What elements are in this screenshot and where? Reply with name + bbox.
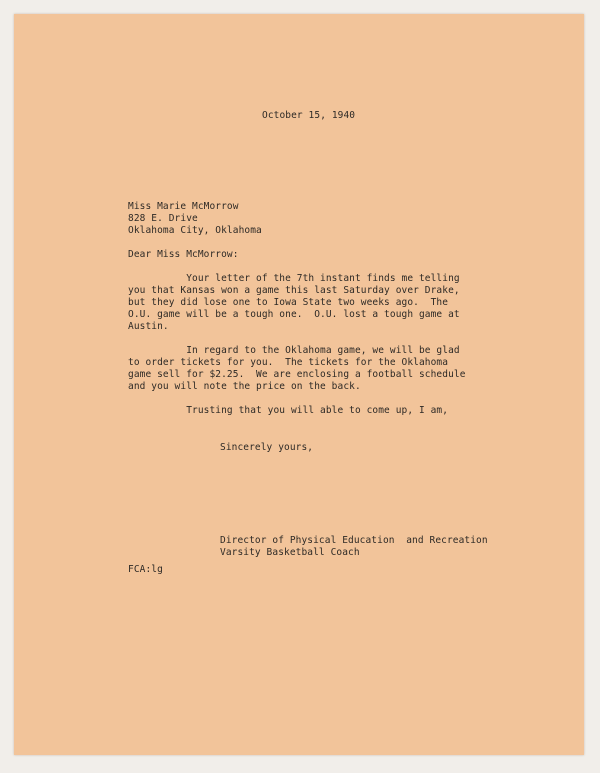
- paragraph-1-line-1: Your letter of the 7th instant finds me telling: [128, 273, 460, 284]
- paragraph-2-line-3: game sell for $2.25. We are enclosing a football schedule: [128, 369, 466, 380]
- signature-title-line-1: Director of Physical Education and Recreation: [220, 535, 488, 546]
- paragraph-2-line-2: to order tickets for you. The tickets for the Oklahoma: [128, 357, 449, 368]
- recipient-city: Oklahoma City, Oklahoma: [128, 225, 262, 236]
- letter-page: [14, 14, 584, 755]
- paragraph-1-line-4: O.U. game will be a tough one. O.U. lost a tough game at: [128, 309, 460, 320]
- paragraph-2-line-1: In regard to the Oklahoma game, we will be glad: [128, 345, 460, 356]
- signature-title-line-2: Varsity Basketball Coach: [220, 547, 360, 558]
- recipient-street: 828 E. Drive: [128, 213, 198, 224]
- paragraph-3-line-1: Trusting that you will able to come up, I am,: [128, 405, 449, 416]
- paragraph-1-line-5: Austin.: [128, 321, 169, 332]
- letter-date: October 15, 1940: [262, 110, 356, 121]
- salutation: Dear Miss McMorrow:: [128, 249, 239, 260]
- paragraph-1-line-3: but they did lose one to Iowa State two weeks ago. The: [128, 297, 449, 308]
- paragraph-2-line-4: and you will note the price on the back.: [128, 381, 361, 392]
- closing: Sincerely yours,: [220, 442, 314, 453]
- paragraph-1-line-2: you that Kansas won a game this last Saturday over Drake,: [128, 285, 460, 296]
- typist-initials: FCA:lg: [128, 564, 163, 575]
- recipient-name: Miss Marie McMorrow: [128, 201, 239, 212]
